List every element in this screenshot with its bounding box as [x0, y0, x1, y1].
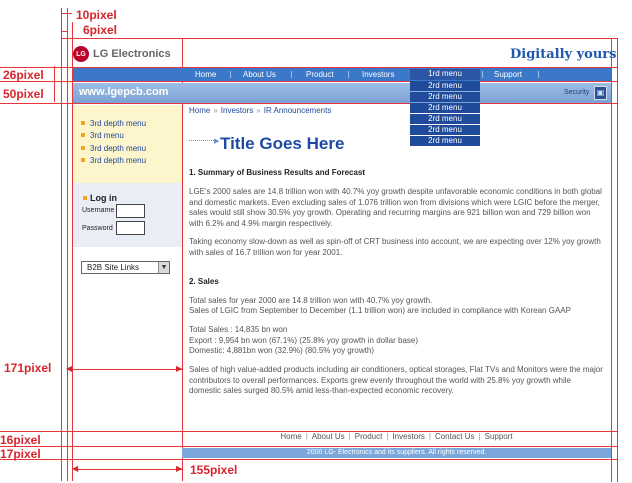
annotation-17pixel: 17pixel: [0, 447, 41, 461]
guide-line-v4: [182, 38, 183, 481]
guide-line-h-footer-bottom: [0, 459, 617, 460]
footer-link-contact-us[interactable]: Contact Us: [434, 432, 475, 441]
guide-line-h-171: [68, 369, 182, 370]
guide-line-h-nav-bottom: [0, 81, 617, 82]
arrow-155-left: ◀: [72, 464, 79, 473]
nav-about-us[interactable]: About Us: [243, 70, 276, 79]
section-2-line-1: Total sales for year 2000 are 14.8 trillion won with 40.7% yoy growth.: [189, 296, 433, 305]
nav-separator: [348, 71, 349, 78]
nav-separator: [482, 71, 483, 78]
footer-separator: |: [386, 432, 389, 441]
security-label: Security: [564, 89, 590, 96]
nav-home[interactable]: Home: [195, 70, 217, 79]
guide-line-h-top: [61, 38, 617, 39]
left-submenu: [73, 105, 182, 183]
arrow-155-right: ▶: [176, 464, 183, 473]
guide-line-v5: [611, 38, 612, 482]
annotation-16pixel: 16pixel: [0, 433, 41, 447]
nav-product[interactable]: Product: [306, 70, 334, 79]
breadcrumb-separator-icon: »: [213, 106, 218, 115]
password-label: Password: [82, 225, 113, 232]
submenu-item-3rd-depth-menu[interactable]: 3rd depth menu: [81, 156, 146, 165]
annotation-26pixel: 26pixel: [3, 68, 44, 82]
section-1-paragraph-1: LGE's 2000 sales are 14.8 trillion won with 40.7% yoy growth despite unfavorable economic conditions in both global and domestic markets. Even excluding sales of 1.076 trillion won from divisions which were LGIC before the merger, sales would still show 30.5% yoy growth. Operating and recurring margins are 921 billion won and 729 billion won with 6.2% and 4.9% margin respectively.: [189, 187, 602, 228]
main-nav: [73, 68, 611, 81]
section-1-paragraph-2: Taking economy slow-down as well as spin-off of CRT business into account, we are expecting over 12% yoy growth with sales of 16.7 trillion won for year 2001.: [189, 237, 601, 257]
lg-logo[interactable]: [73, 45, 171, 63]
login-title: Log in: [83, 193, 117, 203]
dropdown-item-2rd-menu[interactable]: 2rd menu: [410, 81, 480, 91]
guide-line-v7: [54, 66, 55, 102]
footer-link-support[interactable]: Support: [484, 432, 513, 441]
arrow-171-right: ▶: [176, 364, 183, 373]
export-line: Export : 9,954 bn won (67.1%) (25.8% yoy growth in dollar base): [189, 336, 419, 345]
page-title: Title Goes Here: [220, 134, 345, 153]
footer-link-investors[interactable]: Investors: [392, 432, 425, 441]
logo-text: LG Electronics: [93, 48, 171, 60]
nav-support[interactable]: Support: [494, 70, 523, 79]
footer-link-home[interactable]: Home: [280, 432, 302, 441]
url-bar: [73, 83, 611, 103]
login-box: [73, 183, 182, 247]
section-2-line-2: Sales of LGIC from September to December (1.1 trillion won) are included in compliance with Korean GAAP: [189, 306, 571, 315]
submenu-item-3rd-depth-menu[interactable]: 3rd depth menu: [81, 144, 146, 153]
dropdown-item-2rd-menu[interactable]: 2rd menu: [410, 114, 480, 124]
dropdown-item-2rd-menu[interactable]: 2rd menu: [410, 92, 480, 102]
b2b-site-links-select[interactable]: [81, 261, 170, 274]
footer-separator: |: [478, 432, 481, 441]
footer-separator: |: [305, 432, 308, 441]
breadcrumb-investors[interactable]: Investors: [220, 106, 254, 115]
footer-link-product[interactable]: Product: [354, 432, 383, 441]
submenu-item-3rd-depth-menu[interactable]: 3rd depth menu: [81, 119, 146, 128]
breadcrumb-ir-announcements[interactable]: IR Announcements: [263, 106, 332, 115]
nav-investors[interactable]: Investors: [362, 70, 395, 79]
lg-logo-icon: LG: [73, 46, 89, 62]
guide-line-h-footer-mid: [0, 446, 617, 447]
submenu-item-3rd-menu[interactable]: 3rd menu: [81, 131, 124, 140]
copyright-bar: 2000 LG- Electronics and its suppliers. All rights reserved.: [182, 448, 611, 458]
nav-separator: [538, 71, 539, 78]
arrow-171-left: ◀: [66, 364, 73, 373]
breadcrumb: [189, 106, 331, 115]
guide-line-v2: [67, 8, 68, 481]
section-1-heading: 1. Summary of Business Results and Forecast: [189, 168, 366, 177]
guide-line-v1: [61, 8, 62, 481]
annotation-171pixel: 171pixel: [4, 361, 52, 375]
dropdown-item-2rd-menu[interactable]: 2rd menu: [410, 103, 480, 113]
annotation-10pixel: 10pixel: [76, 8, 117, 22]
dropdown-item-1rd-menu[interactable]: 1rd menu: [410, 69, 480, 80]
section-2-heading: 2. Sales: [189, 277, 219, 286]
nav-separator: [230, 71, 231, 78]
guide-line-v6: [617, 38, 618, 482]
site-url[interactable]: www.lgepcb.com: [79, 86, 169, 98]
password-input[interactable]: [116, 221, 145, 235]
footer-link-about-us[interactable]: About Us: [311, 432, 345, 441]
investors-dropdown-menu: [410, 69, 480, 147]
username-input[interactable]: [116, 204, 145, 218]
dropdown-arrow-icon[interactable]: ▼: [158, 262, 169, 273]
guide-line-h-155: [74, 469, 182, 470]
footer-separator: |: [348, 432, 351, 441]
annotation-155pixel: 155pixel: [190, 463, 238, 477]
guide-line-h-10: [61, 13, 72, 14]
breadcrumb-separator-icon: »: [256, 106, 261, 115]
section-2-paragraph-3: Sales of high value-added products including air conditioners, optical storages, Flat TVs and Monitors were the major contributors to overall performances. Exports grew evenly throughout the world with 25.8% yoy growth while domestic sales surged 80.5% amid less-than-expected economic recovery.: [189, 365, 603, 396]
security-icon[interactable]: ▣: [594, 86, 607, 100]
guide-line-h-6: [61, 31, 67, 32]
nav-separator: [291, 71, 292, 78]
domestic-line: Domestic: 4,881bn won (32.9%) (80.5% yoy growth): [189, 346, 374, 355]
title-dotted-line: [189, 140, 216, 141]
annotation-6pixel: 6pixel: [83, 23, 118, 37]
breadcrumb-home[interactable]: Home: [189, 106, 211, 115]
dropdown-item-2rd-menu[interactable]: 2rd menu: [410, 136, 480, 146]
footer-links: [182, 432, 611, 441]
guide-line-h-url-bottom: [0, 103, 617, 104]
total-sales-line: Total Sales : 14,835 bn won: [189, 325, 288, 334]
dropdown-item-2rd-menu[interactable]: 2rd menu: [410, 125, 480, 135]
select-value: B2B Site Links: [87, 263, 140, 272]
username-label: Username: [82, 207, 115, 214]
title-arrow-icon: ▶: [214, 137, 220, 145]
footer-separator: |: [428, 432, 431, 441]
annotation-50pixel: 50pixel: [3, 87, 44, 101]
tagline: Digitally yours: [510, 47, 617, 62]
